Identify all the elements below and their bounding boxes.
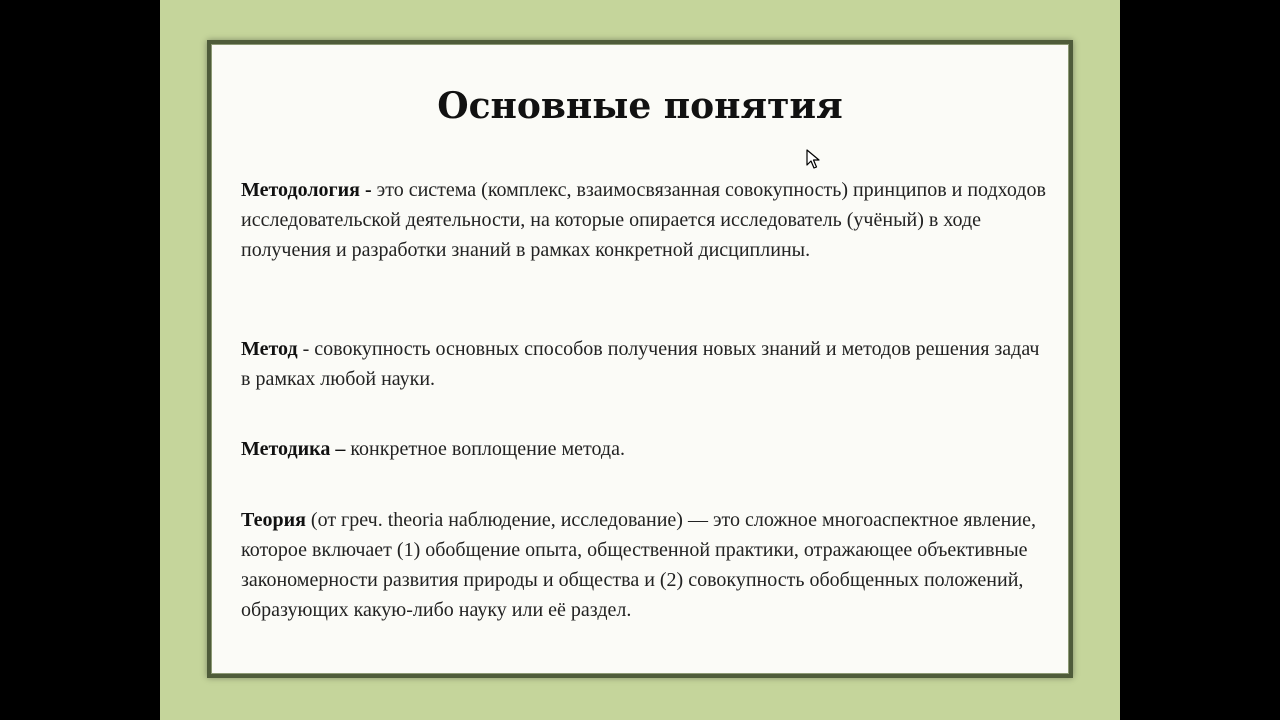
term-label: Метод [241, 338, 298, 360]
term-description: конкретное воплощение метода. [345, 438, 625, 460]
term-description: это система (комплекс, взаимосвязанная совокупность) принципов и подходов исследовательской деятельности, на которые опирается исследователь (учёный) в ходе получения и разработки знаний в рамках конкретной дисциплины. [241, 179, 1046, 261]
term-label: Методология - [241, 179, 372, 201]
slide-background [160, 0, 1120, 720]
term-label: Теория [241, 509, 306, 531]
definition-theory [241, 505, 1051, 625]
term-label: Методика – [241, 438, 346, 460]
slide-title: Основные понятия [437, 85, 843, 127]
definition-methodology [241, 175, 1051, 265]
slide-content-frame [207, 40, 1073, 678]
term-description: (от греч. theoria наблюдение, исследование) — это сложное многоаспектное явление, которое включает (1) обобщение опыта, общественной практики, отражающее объективные закономерности развития природы и общества и (2) совокупность обобщенных положений, образующих какую-либо науку или её раздел. [241, 509, 1036, 621]
mouse-pointer-icon [806, 149, 820, 169]
definition-method [241, 334, 1051, 394]
term-description: - совокупность основных способов получения новых знаний и методов решения задач в рамках любой науки. [241, 338, 1040, 390]
definition-methodics [241, 434, 1051, 464]
